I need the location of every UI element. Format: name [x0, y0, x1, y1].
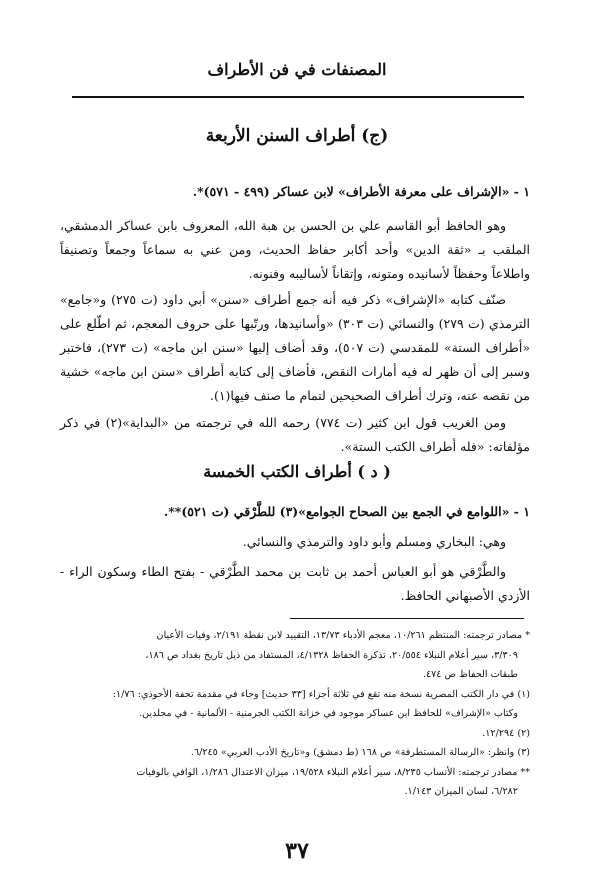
footnotes — [60, 626, 530, 802]
header-rule — [72, 96, 524, 98]
entry-heading-ibn-asakir: ١ - «الإشراف على معرفة الأطراف» لابن عساكر (٤٩٩ - ٥٧١)*. — [192, 184, 530, 199]
footnote-line: طبقات الحفاظ ص ٤٧٤. — [422, 669, 518, 680]
section-title-d: ( د ) أطراف الكتب الخمسة — [203, 462, 391, 481]
section-title-c: (ج) أطراف السنن الأربعة — [205, 126, 389, 146]
page-number: ٣٧ — [285, 838, 309, 864]
footnote-line: وكتاب «الإشراف» للحافظ ابن عساكر موجود في خزانة الكتب الجرمنية - الألمانية - في مجلدين. — [139, 708, 518, 719]
paragraph-ishraf-description: صنّف كتابه «الإشراف» ذكر فيه أنه جمع أطراف «سنن» أبي داود (ت ٢٧٥) و«جامع» الترمذي (ت ٢٧٩) والنسائي (ت ٣٠٣) «وأسانيدها، ورتّبها على حروف المعجم، ثم اطّلع على «أطراف الستة» للمقدسي (ت ٥٠٧)، وقد أضاف إليها «سنن ابن ماجه» (ت ٢٧٣)، فاختبر وسبر إلى أن ظهر له فيه أمارات النقص، فأضاف إلى كتابه أطراف «سنن ابن ماجه» خشية من نقصه عنه، وترك أطراف الصحيحين لتمام ما صنف فيها(١). — [60, 292, 530, 403]
paragraph-ibn-kathir: ومن الغريب قول ابن كثير (ت ٧٧٤) رحمه الله في ترجمته من «البداية»(٢) في ذكر مؤلفاته: «فله أطراف الكتب الستة». — [60, 415, 530, 454]
paragraph-tarqi-biography: والطَّرْقي هو أبو العباس أحمد بن ثابت بن محمد الطَّرْقي - بفتح الطاء وسكون الراء - الأزدي الأصبهاني الحافظ. — [60, 564, 530, 603]
footnote-line: ** مصادر ترجمته: الأنساب ٨/٢٣٥، سير أعلام النبلاء ١٩/٥٢٨، ميزان الاعتدال ١/٢٨٦، الوافي بالوفيات — [136, 766, 530, 778]
footnote-line: (٣) وانظر: «الرسالة المستطرفة» ص ١٦٨ (ط دمشق) و«تاريخ الأدب العربي» ٦/٢٤٥. — [190, 747, 530, 758]
footnote-line: (١) في دار الكتب المصرية نسخة منه تقع في ثلاثة أجزاء [٣٣ حديث] وجاء في مقدمة تحفة الأحوذي: ١/٧٦: — [112, 688, 530, 700]
paragraph-biography: وهو الحافظ أبو القاسم علي بن الحسن بن هبة الله، المعروف بابن عساكر الدمشقي، الملقب بـ «ثقة الدين» وأحد أكابر حفاظ الحديث، ومن عني به سماعاً وجمعاً وتصنيفاً واطلاعاً وحفظاً لأسانيده ومتونه، وإتقاناً لأساليبه وفنونه. — [60, 218, 530, 281]
footnote-line: (٢) ١٢/٢٩٤. — [482, 727, 530, 739]
entry-heading-tarqi: ١ - «اللوامع في الجمع بين الصحاح الجوامع»(٣) للطَّرْقي (ت ٥٢١)**. — [163, 504, 530, 519]
footnote-rule — [290, 618, 524, 619]
running-head: المصنفات في فن الأطراف — [207, 60, 387, 79]
footnote-line: ٦/٢٨٢، لسان الميزان ١/١٤٣. — [404, 786, 518, 797]
footnote-line: ٣/٣٠٩، سير أعلام النبلاء ٢٠/٥٥٤، تذكرة الحفاظ ٤/١٣٢٨، المستفاد من ذيل تاريخ بغداد ص ١٨٦، — [145, 649, 518, 661]
footnote-line: * مصادر ترجمته: المنتظم ١٠/٢٦١، معجم الأدباء ١٣/٧٣، التقييد لابن نقطة ٢/١٩١، وفيات الأعيان — [156, 630, 530, 641]
paragraph-five-books: وهي: البخاري ومسلم وأبو داود والترمذي والنسائي. — [242, 534, 506, 549]
